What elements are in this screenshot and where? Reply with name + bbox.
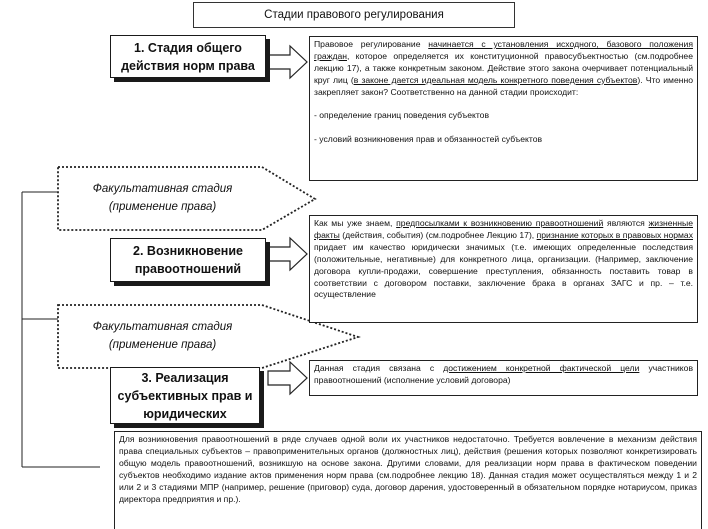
arrow-stage2 xyxy=(268,238,307,270)
application-paragraph: Для возникновения правоотношений в ряде случаев одной воли их участников недостаточно. Требуется вовлечение в механизм действия права специальных субъектов – правоприменительных органов (должностных лиц), действия (решения которых позволяют конкретизировать общую модель правоотношений, возникшую на основе закона. Другими словами, для реализации норм права в фактическом поведении субъектов необходимо издание актов применения норм права (см.подробнее лекцию 18). Данная стадия может осуществляться между 1 и 2 или 2 и 3 стадиями МПР (например, решение (приговор) суда, договор дарения, удостоверенный в обязательном порядке нотариусом, приказ директора предприятия и пр.). xyxy=(119,434,697,504)
text-run: Данная стадия связана с xyxy=(314,363,444,373)
stage-2-description xyxy=(309,215,698,323)
text-run: являются xyxy=(603,218,649,228)
text-run: участников правоотношений (исполнение условий договора) xyxy=(314,363,694,385)
stage-2-box xyxy=(110,238,266,282)
optional-stage-2-line-1: Факультативная стадия xyxy=(92,321,233,333)
stage-3-description xyxy=(309,360,698,396)
text-run: Как мы уже знаем, xyxy=(314,218,397,228)
stage-3-paragraph xyxy=(314,363,693,387)
stage-1-list-item-1: - определение границ поведения субъектов xyxy=(314,110,490,121)
stage-3-box xyxy=(110,367,260,424)
stage-3-line-2: субъективных прав и xyxy=(117,388,253,403)
stage-1-box xyxy=(110,35,266,78)
optional-stage-2-line-2: (применение права) xyxy=(108,339,217,351)
text-run: Правовое регулирование xyxy=(314,39,429,49)
text-run-underlined: в законе дается идеальная модель конкретного поведения субъектов xyxy=(353,74,638,85)
optional-stage-1 xyxy=(60,180,265,216)
text-run-underlined: предпосылками к возникновению правоотношений xyxy=(396,218,604,228)
text-run-underlined: признание которых в правовых нормах xyxy=(536,229,693,240)
optional-stage-1-line-1: Факультативная стадия xyxy=(92,183,233,195)
stage-3-line-3: юридических xyxy=(143,406,227,421)
text-run-underlined: достижением конкретной фактической цели xyxy=(443,363,640,373)
text-run: ). Что именно закрепляет закон? Соответственно на данной стадии происходит: xyxy=(314,74,693,97)
stage-2-paragraph xyxy=(314,218,693,301)
stage-3-line-1: 3. Реализация xyxy=(141,370,229,385)
stage-1-paragraph xyxy=(314,39,693,99)
text-run-underlined: жизненные факты xyxy=(314,218,694,240)
diagram-title: Стадии правового регулирования xyxy=(193,2,515,28)
stage-1-list-item-2: - условий возникновения прав и обязанностей субъектов xyxy=(314,134,543,145)
optional-stage-2 xyxy=(60,318,265,354)
text-run: (действия, события) (см.подробнее Лекцию 17), xyxy=(339,229,537,240)
stage-2-line-1: 2. Возникновение xyxy=(133,244,243,258)
stage-1-description xyxy=(309,36,698,181)
stage-1-line-2: действия норм права xyxy=(121,58,255,73)
application-description xyxy=(114,431,702,529)
arrow-stage3 xyxy=(268,362,307,394)
text-run-underlined: начинается с установления исходного, базового положения граждан xyxy=(314,39,693,61)
optional-stage-1-line-2: (применение права) xyxy=(108,201,217,213)
arrow-stage1 xyxy=(268,46,307,78)
stage-1-line-1: 1. Стадия общего xyxy=(134,40,242,55)
text-run: , которое определяется их конституционной правосубъектностью (см.подробнее лекцию 17), а также конкретным законом. Действие этого закона очерчивает потенциальный круг лиц ( xyxy=(314,50,693,85)
stage-2-line-2: правоотношений xyxy=(134,262,242,276)
text-run: придает им качество юридически значимых (т.е. имеющих определенные последствия (положительные, негативные) для конкретного лица, организации. (Например, заключение договора купли-продажи, совершение преступления, обязанность поставить товар в соответствии с договором поставки, заключение брака в органах ЗАГС и пр. – т.е. осуществление xyxy=(314,241,693,300)
